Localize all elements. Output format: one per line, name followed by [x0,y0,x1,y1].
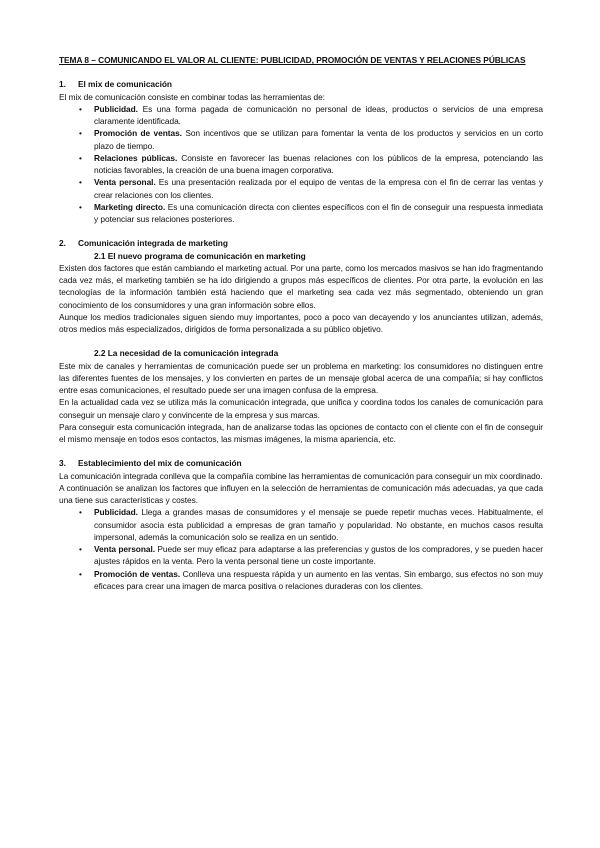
list-item [59,103,543,128]
list-item-text: Conlleva una respuesta rápida y un aumento en las ventas. Sin embargo, sus efectos no son muy eficaces para crear una imagen de marca positiva o relaciones duraderas con los clientes. [94,568,543,591]
paragraph: La comunicación integrada conlleva que la compañía combine las herramientas de comunicación para conseguir un mix coordinado. [59,470,543,481]
list-item-term: Relaciones públicas. [94,152,178,163]
list-item-text: Es una presentación realizada por el equipo de ventas de la empresa con el fin de cerrar las ventas y crear relaciones con los clientes. [94,177,543,200]
list-item-text: Consiste en favorecer las buenas relaciones con los públicos de la empresa, potenciando las noticias favorables, la creación de una buena imagen corporativa. [94,152,543,175]
section-3-heading [59,457,543,469]
list-item-term: Promoción de ventas. [94,128,182,139]
bullet-icon: • [79,152,82,163]
list-item [59,543,543,568]
list-item-term: Venta personal. [94,177,156,188]
subsection-2-1-heading: 2.1 El nuevo programa de comunicación en marketing [94,250,306,261]
section-1-list [59,103,543,226]
paragraph: Existen dos factores que están cambiando el marketing actual. Por una parte, como los mercados masivos se han ido fragmentando cada vez más, el marketing también se ha ido dirigiendo a grupos más específicos de clientes. Por otra parte, la evolución en las tecnologías de la información también está haciendo que el marketing sea cada vez más segmentado, obteniendo un gran conocimiento de los consumidores y una gran información sobre ellos. [59,262,543,310]
section-3-title: Establecimiento del mix de comunicación [78,458,242,469]
section-2-heading [59,237,543,249]
list-item-term: Venta personal. [94,544,156,554]
bullet-icon: • [79,201,82,212]
list-item [59,568,543,593]
list-item [59,201,543,226]
list-item [59,506,543,543]
list-item-text: Llega a grandes masas de consumidores y el mensaje se puede repetir muchas veces. Habitualmente, el consumidor asocia esta publicidad a empresas de gran tamaño y popularidad. No obstante, en muchos casos resulta impersonal, además la comunicación solo se realiza en un sentido. [94,507,543,542]
document-page [59,54,543,592]
list-item [59,127,543,152]
paragraph: A continuación se analizan los factores que influyen en la selección de herramientas de comunicación más adecuadas, ya que cada una tiene sus características y costes. [59,482,543,505]
section-1-title: El mix de comunicación [78,79,172,90]
paragraph: Aunque los medios tradicionales siguen siendo muy importantes, poco a poco van decayendo y los anunciantes utilizan, además, otros medios más especializados, dirigidos de forma personalizada a su público objetivo. [59,311,543,334]
list-item-term: Promoción de ventas. [94,568,181,579]
list-item [59,176,543,201]
list-item-text: Son incentivos que se utilizan para fomentar la venta de los productos y servicios en un corto plazo de tiempo. [94,128,543,151]
bullet-icon: • [79,507,82,518]
list-item-term: Marketing directo. [94,201,166,212]
document-title: TEMA 8 – COMUNICANDO EL VALOR AL CLIENTE: PUBLICIDAD, PROMOCIÓN DE VENTAS Y RELACIONES PÚBLICAS [59,55,526,65]
section-1-heading [59,78,543,90]
subsection-2-2-heading: 2.2 La necesidad de la comunicación integrada [94,348,279,359]
bullet-icon: • [79,544,82,554]
section-2-number: 2. [59,238,66,249]
bullet-icon: • [79,568,82,579]
section-1-number: 1. [59,79,66,90]
bullet-icon: • [79,177,82,188]
list-item-term: Publicidad. [94,103,138,114]
section-3-number: 3. [59,458,66,469]
list-item [59,152,543,177]
section-3-list [59,506,543,592]
section-2-title: Comunicación integrada de marketing [78,238,228,249]
section-1-intro: El mix de comunicación consiste en combinar todas las herramientas de: [59,91,325,102]
paragraph: En la actualidad cada vez se utiliza más la comunicación integrada, que unifica y coordina todos los canales de comunicación para conseguir un mensaje claro y convincente de la empresa y sus marcas. [59,397,543,420]
list-item-term: Publicidad. [94,507,138,518]
list-item-text: Puede ser muy eficaz para adaptarse a las preferencias y gustos de los compradores, y se pueden hacer ajustes rápidos en la venta. Pero la venta personal tiene un coste importante. [94,544,543,567]
paragraph: Este mix de canales y herramientas de comunicación puede ser un problema en marketing: los consumidores no distinguen entre las diferentes fuentes de los mensajes, y los convierten en partes de un mensaje global acerca de una compañía; si hay conflictos entre esas comunicaciones, el resultado puede ser una imagen confusa de la empresa. [59,360,543,395]
list-item-text: Es una comunicación directa con clientes específicos con el fin de conseguir una respuesta inmediata y potenciar sus relaciones posteriores. [94,201,543,224]
bullet-icon: • [79,128,82,139]
bullet-icon: • [79,103,82,114]
paragraph: Para conseguir esta comunicación integrada, han de analizarse todas las opciones de contacto con el cliente con el fin de conseguir el mismo mensaje en todos esos contactos, las mismas imágenes, la misma apariencia, etc. [59,421,543,444]
list-item-text: Es una forma pagada de comunicación no personal de ideas, productos o servicios de una empresa claramente identificada. [94,103,543,126]
